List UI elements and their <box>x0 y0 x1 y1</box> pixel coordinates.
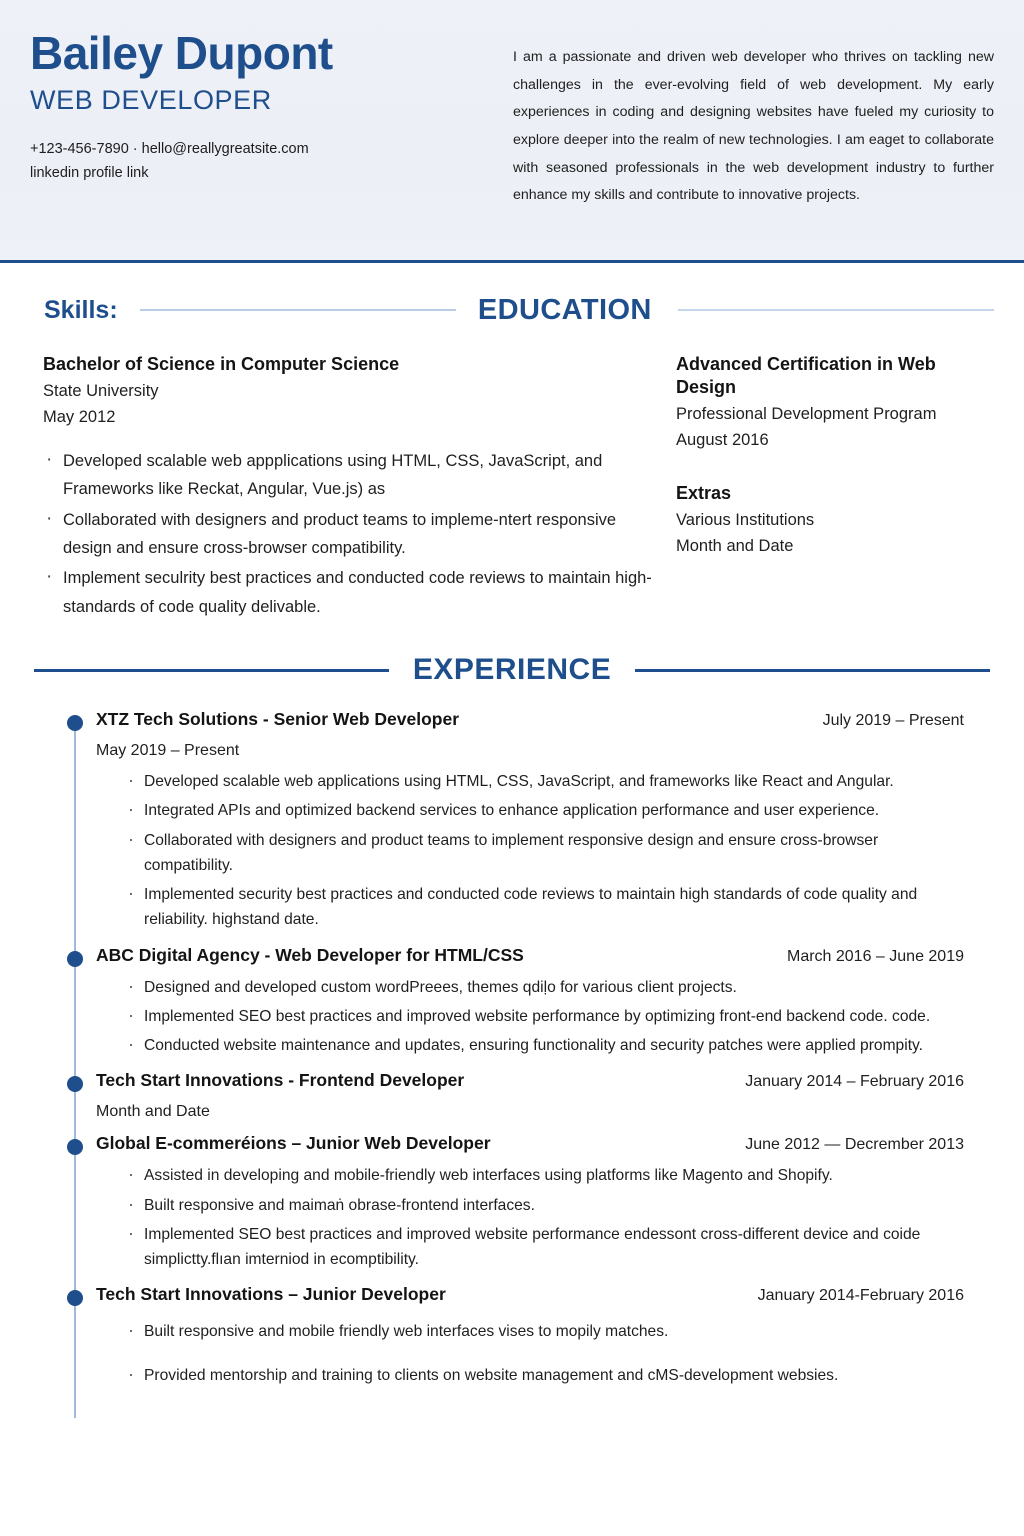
timeline-dot-icon <box>67 1290 83 1306</box>
profile-summary: I am a passionate and driven web developer who thrives on tackling new challenges in the ever-evolving field of web development. My early experiences in coding and designing websites have fueled my curiosity to explore deeper into the realm of new technologies. I am eaget to collaborate with seasoned professionals in the web development industry to further enhance my skills and contribute to innovative projects. <box>513 49 994 204</box>
job-date: March 2016 – June 2019 <box>786 947 964 965</box>
extras-date: Month and Date <box>676 537 794 556</box>
job-bullet-list <box>96 769 994 933</box>
list-item: · Built responsive and maimaṅ obrase-frontend interfaces. <box>126 1193 964 1218</box>
degree-school: State University <box>43 382 159 401</box>
skills-heading-rule <box>140 309 456 311</box>
skills-bullet-list <box>43 447 662 621</box>
extras-title: Extras <box>676 482 732 503</box>
education-right-column <box>662 353 994 623</box>
list-item: · Integrated APIs and optimized backend services to enhance application performance and user experience. <box>126 798 964 823</box>
header-identity-block <box>0 0 495 260</box>
certification-date: August 2016 <box>676 431 769 450</box>
job-title: Tech Start Innovations – Junior Developer <box>96 1284 446 1305</box>
job-subdate: Month and Date <box>96 1103 210 1121</box>
experience-timeline <box>30 709 994 1388</box>
spacer <box>30 1125 994 1133</box>
experience-entry <box>30 1284 994 1388</box>
extras-block <box>676 482 994 560</box>
experience-entry-header <box>96 945 994 966</box>
skills-education-section <box>0 263 1024 1388</box>
list-item: · Built responsive and mobile friendly web interfaces vises to mopily matches. <box>126 1319 964 1344</box>
education-heading: EDUCATION <box>477 293 652 326</box>
list-item: · Provided mentorship and training to clients on website management and cMS-development websies. <box>126 1363 964 1388</box>
experience-entry <box>30 1133 994 1272</box>
job-title: Global E-commeréions – Junior Web Developer <box>96 1133 491 1154</box>
contact-linkedin: linkedin profile link <box>30 164 149 181</box>
experience-entry-header <box>96 1284 994 1305</box>
job-title: XTZ Tech Solutions - Senior Web Developer <box>96 709 460 730</box>
experience-entry-header <box>96 709 994 730</box>
list-item: · Implemented security best practices and conducted code reviews to maintain high standards of code quality and reliability. highstand date. <box>126 882 964 933</box>
list-item: · Implement seculrity best practices and conducted code reviews to maintain high-standards of code quality delivable. <box>43 564 662 621</box>
resume-header <box>0 0 1024 263</box>
spacer <box>30 1062 994 1070</box>
list-item: · Collaborated with designers and product teams to implement responsive design and ensure cross-browser compatibility. <box>126 828 964 879</box>
skills-education-heading-row <box>30 289 994 331</box>
education-left-column <box>30 353 662 623</box>
job-bullet-list <box>96 1319 994 1388</box>
experience-heading-row <box>30 653 994 687</box>
experience-entry <box>30 709 994 933</box>
timeline-dot-icon <box>67 951 83 967</box>
certification-title: Advanced Certification in Web Design <box>676 354 936 398</box>
certification-program: Professional Development Program <box>676 405 937 424</box>
list-item: · Developed scalable web applications using HTML, CSS, JavaScript, and frameworks like React and Angular. <box>126 769 964 794</box>
experience-entry-header <box>96 1070 994 1091</box>
job-title: Tech Start Innovations - Frontend Developer <box>96 1070 465 1091</box>
list-item: · Implemented SEO best practices and improved website performance endessont cross-different device and coide simplictty.flıan imterniod in ecomptibility. <box>126 1222 964 1273</box>
job-date: January 2014 – February 2016 <box>745 1073 964 1091</box>
job-bullet-list <box>96 1163 994 1272</box>
list-item: · Implemented SEO best practices and improved website performance by optimizing front-end backend code. code. <box>126 1004 964 1029</box>
spacer <box>30 1276 994 1284</box>
job-bullet-list <box>96 975 994 1059</box>
experience-entry <box>30 945 994 1059</box>
education-columns <box>30 353 994 623</box>
degree-title: Bachelor of Science in Computer Science <box>43 354 400 374</box>
job-title: ABC Digital Agency - Web Developer for HTML/CSS <box>96 944 524 965</box>
extras-institutions: Various Institutions <box>676 510 815 529</box>
job-subdate: May 2019 – Present <box>96 742 240 760</box>
experience-entry-header <box>96 1133 994 1154</box>
experience-heading: EXPERIENCE <box>412 653 612 687</box>
timeline-dot-icon <box>67 1139 83 1155</box>
list-item: · Designed and developed custom wordPreees, themes qdiḷo for various client projects. <box>126 975 964 1000</box>
candidate-name: Bailey Dupont <box>30 27 333 79</box>
experience-entry <box>30 1070 994 1121</box>
skills-heading: Skills: <box>44 295 118 324</box>
job-date: July 2019 – Present <box>822 712 964 730</box>
list-item: · Assisted in developing and mobile-friendly web interfaces using platforms like Magento and Shopify. <box>126 1163 964 1188</box>
education-heading-rule <box>678 309 994 311</box>
timeline-dot-icon <box>67 715 83 731</box>
experience-rule-right <box>635 669 990 672</box>
job-date: June 2012 — Decrember 2013 <box>745 1136 964 1154</box>
list-item: · Conducted website maintenance and updates, ensuring functionality and security patches were applied prompity. <box>126 1033 964 1058</box>
list-item: · Collaborated with designers and product teams to impleme-ntert responsive design and ensure cross-browser compatibility. <box>43 506 662 563</box>
spacer <box>30 937 994 945</box>
experience-rule-left <box>34 669 389 672</box>
degree-date: May 2012 <box>43 408 116 427</box>
candidate-role: WEB DEVELOPER <box>30 84 272 115</box>
timeline-dot-icon <box>67 1076 83 1092</box>
job-date: January 2014-February 2016 <box>757 1287 964 1305</box>
header-summary-block <box>495 0 1024 260</box>
contact-phone-email: +123-456-7890 · hello@reallygreatsite.com <box>30 140 309 157</box>
list-item: · Developed scalable web appplications using HTML, CSS, JavaScript, and Frameworks like Reckat, Angular, Vue.js) as <box>43 447 662 504</box>
